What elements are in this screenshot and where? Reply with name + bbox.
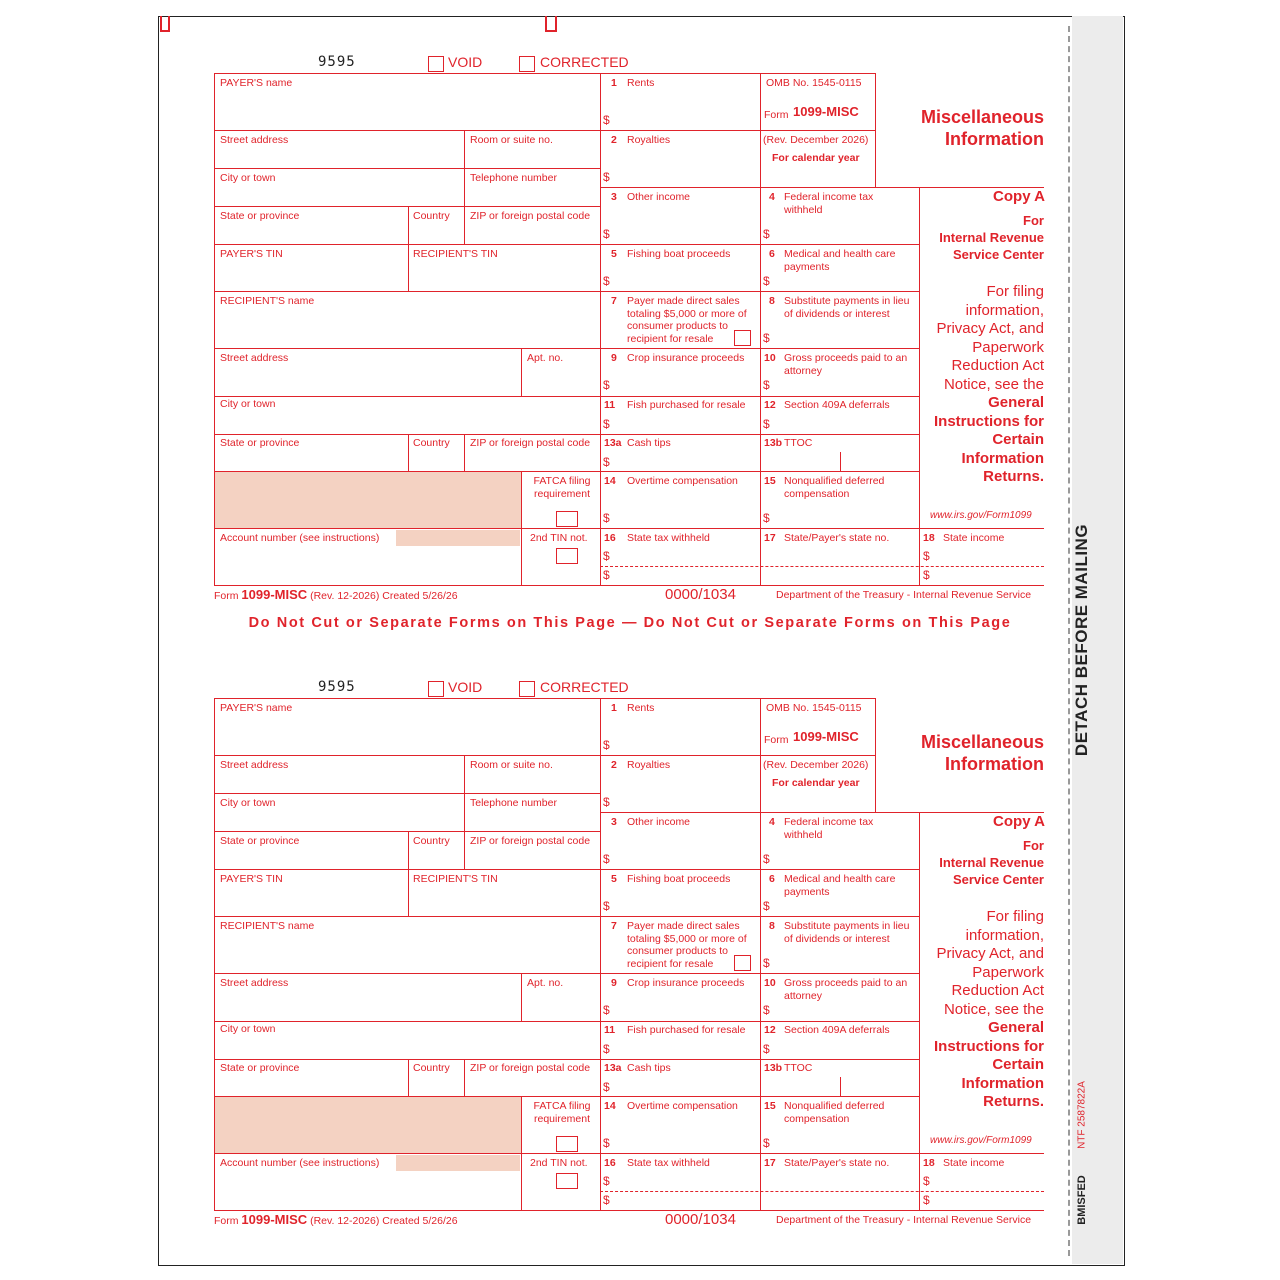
box-18-dollar-2: $	[923, 568, 930, 582]
box-5-label: Fishing boat proceeds	[627, 248, 731, 260]
box-1-number: 1	[611, 77, 617, 89]
box-4-dollar: $	[763, 852, 770, 866]
recipient-apt-label: Apt. no.	[527, 977, 564, 989]
payer-name-field[interactable]	[216, 715, 599, 753]
box-3-label: Other income	[627, 191, 691, 203]
info-text-2: General Instructions for Certain Information Returns.	[933, 394, 1044, 485]
box-2-label: Royalties	[627, 759, 671, 771]
account-shaded-area	[396, 530, 520, 546]
department-label: Department of the Treasury - Internal Revenue Service	[776, 1214, 1032, 1226]
payer-street-label: Street address	[220, 759, 289, 771]
footer-form-prefix: Form	[214, 590, 239, 602]
box-13b-number: 13b	[764, 437, 783, 449]
box-16-label: State tax withheld	[627, 532, 710, 544]
box-9-dollar: $	[603, 378, 610, 392]
box-15-number: 15	[764, 475, 776, 487]
box-7-checkbox[interactable]	[734, 330, 751, 346]
irs-line-2: Service Center	[952, 247, 1044, 262]
irs-center-block	[925, 212, 1044, 263]
revision-date: (Rev. December 2026)	[763, 134, 869, 146]
box-3-number: 3	[611, 816, 617, 828]
box-14-number: 14	[604, 1100, 616, 1112]
copy-a-label: Copy A	[993, 813, 1045, 830]
box-3-dollar: $	[603, 852, 610, 866]
box-2-number: 2	[611, 759, 617, 771]
box-13a-label: Cash tips	[627, 437, 671, 449]
box-10-label: Gross proceeds paid to an attorney	[784, 977, 908, 1002]
box-15-dollar: $	[763, 1136, 770, 1150]
product-code: BMISFED	[1076, 1175, 1088, 1225]
title-line-1: Miscellaneous	[920, 107, 1044, 127]
box-1-number: 1	[611, 702, 617, 714]
irs-url: www.irs.gov/Form1099	[930, 510, 1032, 521]
box-7-number: 7	[611, 920, 617, 932]
box-8-number: 8	[769, 920, 775, 932]
alignment-mark-center	[545, 16, 557, 32]
void-label: VOID	[448, 54, 483, 70]
box-13b-label: TTOC	[784, 1062, 813, 1074]
box-4-label: Federal income tax withheld	[784, 816, 874, 841]
second-tin-label: 2nd TIN not.	[530, 532, 588, 544]
box-12-label: Section 409A deferrals	[784, 1024, 890, 1036]
copy-a-label: Copy A	[993, 188, 1045, 205]
corrected-label: CORRECTED	[540, 679, 629, 695]
calendar-year-label: For calendar year	[772, 152, 860, 164]
payer-city-label: City or town	[220, 172, 276, 184]
box-14-label: Overtime compensation	[627, 1100, 738, 1112]
box-17-label: State/Payer's state no.	[784, 532, 890, 544]
void-checkbox[interactable]	[428, 681, 444, 697]
box-8-number: 8	[769, 295, 775, 307]
box-11-number: 11	[604, 399, 616, 411]
recipient-street-label: Street address	[220, 977, 289, 989]
box-9-number: 9	[611, 352, 617, 364]
box-10-dollar: $	[763, 1003, 770, 1017]
box-12-label: Section 409A deferrals	[784, 399, 890, 411]
box-14-label: Overtime compensation	[627, 475, 738, 487]
form-footer	[214, 587, 458, 602]
corrected-checkbox[interactable]	[519, 56, 535, 72]
form-prefix: Form	[764, 109, 789, 121]
box-13a-number: 13a	[604, 1062, 622, 1074]
recipient-city-label: City or town	[220, 398, 276, 410]
box-5-number: 5	[611, 873, 617, 885]
box-9-number: 9	[611, 977, 617, 989]
box-16-dollar-1: $	[603, 549, 610, 563]
box-4-number: 4	[769, 816, 775, 828]
box-15-label: Nonqualified deferred compensation	[784, 475, 885, 500]
form-footer	[214, 1212, 458, 1227]
payer-zip-label: ZIP or foreign postal code	[470, 835, 591, 847]
irs-line-1: Internal Revenue	[939, 230, 1044, 245]
payer-state-label: State or province	[220, 835, 300, 847]
filing-information-text	[926, 283, 1044, 487]
box-13a-dollar: $	[603, 1080, 610, 1094]
info-text-2: General Instructions for Certain Information Returns.	[933, 1019, 1044, 1110]
do-not-cut-notice: Do Not Cut or Separate Forms on This Page — Do Not Cut or Separate Forms on This Page	[248, 615, 1012, 631]
fatca-checkbox[interactable]	[556, 511, 578, 527]
fatca-label: FATCA filing requirement	[533, 1100, 591, 1125]
irs-url: www.irs.gov/Form1099	[930, 1135, 1032, 1146]
box-7-label: Payer made direct sales totaling $5,000 or more of consumer products to recipient for resale	[627, 920, 747, 970]
box-1-dollar: $	[603, 738, 610, 752]
box-8-label: Substitute payments in lieu of dividends or interest	[784, 920, 910, 945]
recipient-street-label: Street address	[220, 352, 289, 364]
payer-country-label: Country	[413, 210, 450, 222]
box-12-dollar: $	[763, 1042, 770, 1056]
box-9-label: Crop insurance proceeds	[627, 977, 745, 989]
box-2-number: 2	[611, 134, 617, 146]
form-code: 9595	[318, 54, 356, 70]
payer-name-label: PAYER'S name	[220, 702, 293, 714]
box-7-label: Payer made direct sales totaling $5,000 or more of consumer products to recipient for resale	[627, 295, 747, 345]
box-13b-label: TTOC	[784, 437, 813, 449]
payer-tin-label: PAYER'S TIN	[220, 248, 283, 260]
box-3-number: 3	[611, 191, 617, 203]
filing-information-text	[926, 908, 1044, 1112]
box-3-label: Other income	[627, 816, 691, 828]
box-16-dollar-2: $	[603, 1193, 610, 1207]
recipient-name-label: RECIPIENT'S name	[220, 295, 315, 307]
irs-line-2: Service Center	[952, 872, 1044, 887]
payer-city-label: City or town	[220, 797, 276, 809]
for-label: For	[1023, 213, 1044, 228]
box-12-dollar: $	[763, 417, 770, 431]
box-18-number: 18	[923, 532, 935, 544]
box-16-dollar-1: $	[603, 1174, 610, 1188]
form-name: 1099-MISC	[793, 729, 859, 744]
catalog-number: 0000/1034	[665, 1211, 736, 1228]
recipient-state-label: State or province	[220, 1062, 300, 1074]
omb-number: OMB No. 1545-0115	[766, 702, 862, 714]
second-tin-checkbox[interactable]	[556, 548, 578, 564]
account-number-label: Account number (see instructions)	[220, 532, 380, 544]
recipient-tin-label: RECIPIENT'S TIN	[413, 873, 498, 885]
recipient-zip-label: ZIP or foreign postal code	[470, 437, 591, 449]
calendar-year-label: For calendar year	[772, 777, 860, 789]
footer-form-name: 1099-MISC	[241, 1212, 308, 1227]
box-14-dollar: $	[603, 1136, 610, 1150]
box-13b-number: 13b	[764, 1062, 783, 1074]
box-11-label: Fish purchased for resale	[627, 399, 746, 411]
payer-room-label: Room or suite no.	[470, 759, 553, 771]
box-16-number: 16	[604, 1157, 616, 1169]
recipient-city-label: City or town	[220, 1023, 276, 1035]
box-6-label: Medical and health care payments	[784, 248, 896, 273]
second-tin-checkbox[interactable]	[556, 1173, 578, 1189]
box-18-dollar-1: $	[923, 1174, 930, 1188]
box-11-number: 11	[604, 1024, 616, 1036]
void-label: VOID	[448, 679, 483, 695]
corrected-checkbox[interactable]	[519, 681, 535, 697]
corrected-label: CORRECTED	[540, 54, 629, 70]
box-11-dollar: $	[603, 417, 610, 431]
form-title	[880, 731, 1044, 775]
box-9-dollar: $	[603, 1003, 610, 1017]
box-16-dollar-2: $	[603, 568, 610, 582]
payer-tin-label: PAYER'S TIN	[220, 873, 283, 885]
info-text-1: For filing information, Privacy Act, and Paperwork Reduction Act Notice, see the	[936, 283, 1044, 393]
footer-form-name: 1099-MISC	[241, 587, 308, 602]
title-line-2: Information	[945, 129, 1044, 149]
department-label: Department of the Treasury - Internal Revenue Service	[776, 589, 1032, 601]
footer-revision: (Rev. 12-2026) Created 5/26/26	[310, 1215, 458, 1227]
recipient-tin-label: RECIPIENT'S TIN	[413, 248, 498, 260]
payer-room-label: Room or suite no.	[470, 134, 553, 146]
box-18-dollar-2: $	[923, 1193, 930, 1207]
box-5-number: 5	[611, 248, 617, 260]
payer-name-label: PAYER'S name	[220, 77, 293, 89]
form-1099-misc-top	[0, 52, 1280, 612]
form-name: 1099-MISC	[793, 104, 859, 119]
box-2-dollar: $	[603, 170, 610, 184]
box-5-label: Fishing boat proceeds	[627, 873, 731, 885]
box-18-dollar-1: $	[923, 549, 930, 563]
payer-telephone-label: Telephone number	[470, 797, 557, 809]
recipient-apt-label: Apt. no.	[527, 352, 564, 364]
box-10-label: Gross proceeds paid to an attorney	[784, 352, 908, 377]
account-number-label: Account number (see instructions)	[220, 1157, 380, 1169]
box-10-dollar: $	[763, 378, 770, 392]
box-6-number: 6	[769, 873, 775, 885]
box-17-label: State/Payer's state no.	[784, 1157, 890, 1169]
box-14-dollar: $	[603, 511, 610, 525]
box-17-number: 17	[764, 532, 776, 544]
payer-street-label: Street address	[220, 134, 289, 146]
omb-number: OMB No. 1545-0115	[766, 77, 862, 89]
box-18-label: State income	[943, 1157, 1005, 1169]
box-13a-number: 13a	[604, 437, 622, 449]
box-1-label: Rents	[627, 77, 655, 89]
box-13a-label: Cash tips	[627, 1062, 671, 1074]
box-4-number: 4	[769, 191, 775, 203]
box-16-label: State tax withheld	[627, 1157, 710, 1169]
title-line-1: Miscellaneous	[920, 732, 1044, 752]
box-14-number: 14	[604, 475, 616, 487]
form-prefix: Form	[764, 734, 789, 746]
box-2-label: Royalties	[627, 134, 671, 146]
box-18-number: 18	[923, 1157, 935, 1169]
recipient-state-label: State or province	[220, 437, 300, 449]
box-10-number: 10	[764, 977, 776, 989]
payer-telephone-label: Telephone number	[470, 172, 557, 184]
form-title	[880, 106, 1044, 150]
second-tin-label: 2nd TIN not.	[530, 1157, 588, 1169]
footer-form-prefix: Form	[214, 1215, 239, 1227]
box-6-dollar: $	[763, 899, 770, 913]
title-line-2: Information	[945, 754, 1044, 774]
box-11-dollar: $	[603, 1042, 610, 1056]
irs-center-block	[925, 837, 1044, 888]
box-18-label: State income	[943, 532, 1005, 544]
box-1-dollar: $	[603, 113, 610, 127]
box-10-number: 10	[764, 352, 776, 364]
box-11-label: Fish purchased for resale	[627, 1024, 746, 1036]
void-checkbox[interactable]	[428, 56, 444, 72]
detach-before-mailing-label: DETACH BEFORE MAILING	[1072, 523, 1091, 757]
box-7-checkbox[interactable]	[734, 955, 751, 971]
recipient-zip-label: ZIP or foreign postal code	[470, 1062, 591, 1074]
recipient-country-label: Country	[413, 1062, 450, 1074]
box-15-dollar: $	[763, 511, 770, 525]
box-5-dollar: $	[603, 899, 610, 913]
box-6-number: 6	[769, 248, 775, 260]
form-code: 9595	[318, 679, 356, 695]
for-label: For	[1023, 838, 1044, 853]
form-1099-misc-bottom	[0, 677, 1280, 1237]
payer-name-field[interactable]	[216, 90, 599, 128]
payer-country-label: Country	[413, 835, 450, 847]
box-8-dollar: $	[763, 956, 770, 970]
account-shaded-area	[396, 1155, 520, 1171]
fatca-label: FATCA filing requirement	[533, 475, 591, 500]
box-2-dollar: $	[603, 795, 610, 809]
recipient-country-label: Country	[413, 437, 450, 449]
ntf-code: NTF 2587822A	[1076, 1081, 1088, 1149]
revision-date: (Rev. December 2026)	[763, 759, 869, 771]
shaded-area	[215, 472, 521, 528]
box-9-label: Crop insurance proceeds	[627, 352, 745, 364]
payer-state-label: State or province	[220, 210, 300, 222]
box-1-label: Rents	[627, 702, 655, 714]
shaded-area	[215, 1097, 521, 1153]
payer-zip-label: ZIP or foreign postal code	[470, 210, 591, 222]
box-12-number: 12	[764, 399, 776, 411]
catalog-number: 0000/1034	[665, 586, 736, 603]
box-15-number: 15	[764, 1100, 776, 1112]
info-text-1: For filing information, Privacy Act, and Paperwork Reduction Act Notice, see the	[936, 908, 1044, 1018]
fatca-checkbox[interactable]	[556, 1136, 578, 1152]
box-6-dollar: $	[763, 274, 770, 288]
alignment-mark-left	[160, 16, 170, 32]
box-16-number: 16	[604, 532, 616, 544]
box-4-dollar: $	[763, 227, 770, 241]
box-4-label: Federal income tax withheld	[784, 191, 874, 216]
box-8-dollar: $	[763, 331, 770, 345]
box-17-number: 17	[764, 1157, 776, 1169]
box-6-label: Medical and health care payments	[784, 873, 896, 898]
box-13a-dollar: $	[603, 455, 610, 469]
recipient-name-label: RECIPIENT'S name	[220, 920, 315, 932]
box-3-dollar: $	[603, 227, 610, 241]
box-12-number: 12	[764, 1024, 776, 1036]
box-5-dollar: $	[603, 274, 610, 288]
footer-revision: (Rev. 12-2026) Created 5/26/26	[310, 590, 458, 602]
box-15-label: Nonqualified deferred compensation	[784, 1100, 885, 1125]
box-7-number: 7	[611, 295, 617, 307]
irs-line-1: Internal Revenue	[939, 855, 1044, 870]
box-8-label: Substitute payments in lieu of dividends or interest	[784, 295, 910, 320]
